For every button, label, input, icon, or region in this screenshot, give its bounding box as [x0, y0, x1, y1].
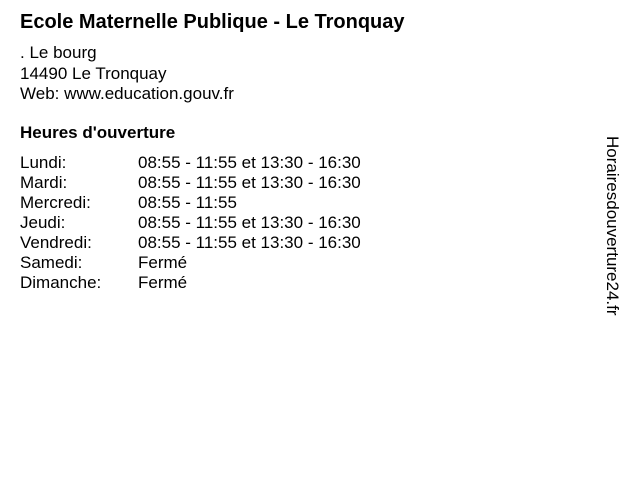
time-value: 08:55 - 11:55 et 13:30 - 16:30	[138, 213, 361, 232]
opening-hours-heading: Heures d'ouverture	[20, 123, 176, 142]
address-city: 14490 Le Tronquay	[20, 63, 167, 83]
school-title: Ecole Maternelle Publique - Le Tronquay	[20, 11, 405, 33]
hours-row-thursday	[20, 213, 361, 233]
day-label: Vendredi:	[20, 233, 92, 252]
time-value: 08:55 - 11:55	[138, 193, 237, 212]
site-watermark: Horairesdouverture24.fr	[603, 136, 622, 316]
day-label: Mercredi:	[20, 193, 91, 212]
hours-row-wednesday	[20, 193, 361, 213]
hours-row-tuesday	[20, 173, 361, 193]
time-value: Fermé	[138, 273, 188, 292]
hours-row-saturday	[20, 253, 361, 273]
hours-row-friday	[20, 233, 361, 253]
time-value: 08:55 - 11:55 et 13:30 - 16:30	[138, 153, 361, 172]
day-label: Mardi:	[20, 173, 68, 192]
address-street: . Le bourg	[20, 43, 97, 62]
address-block	[20, 43, 234, 105]
hours-row-sunday	[20, 273, 361, 293]
opening-hours-table	[20, 153, 361, 293]
day-label: Samedi:	[20, 253, 83, 272]
day-label: Jeudi:	[20, 213, 66, 232]
time-value: 08:55 - 11:55 et 13:30 - 16:30	[138, 233, 361, 252]
time-value: 08:55 - 11:55 et 13:30 - 16:30	[138, 173, 361, 192]
hours-row-monday	[20, 153, 361, 173]
day-label: Dimanche:	[20, 273, 102, 292]
day-label: Lundi:	[20, 153, 67, 172]
address-website[interactable]: Web: www.education.gouv.fr	[20, 84, 234, 103]
time-value: Fermé	[138, 253, 188, 272]
